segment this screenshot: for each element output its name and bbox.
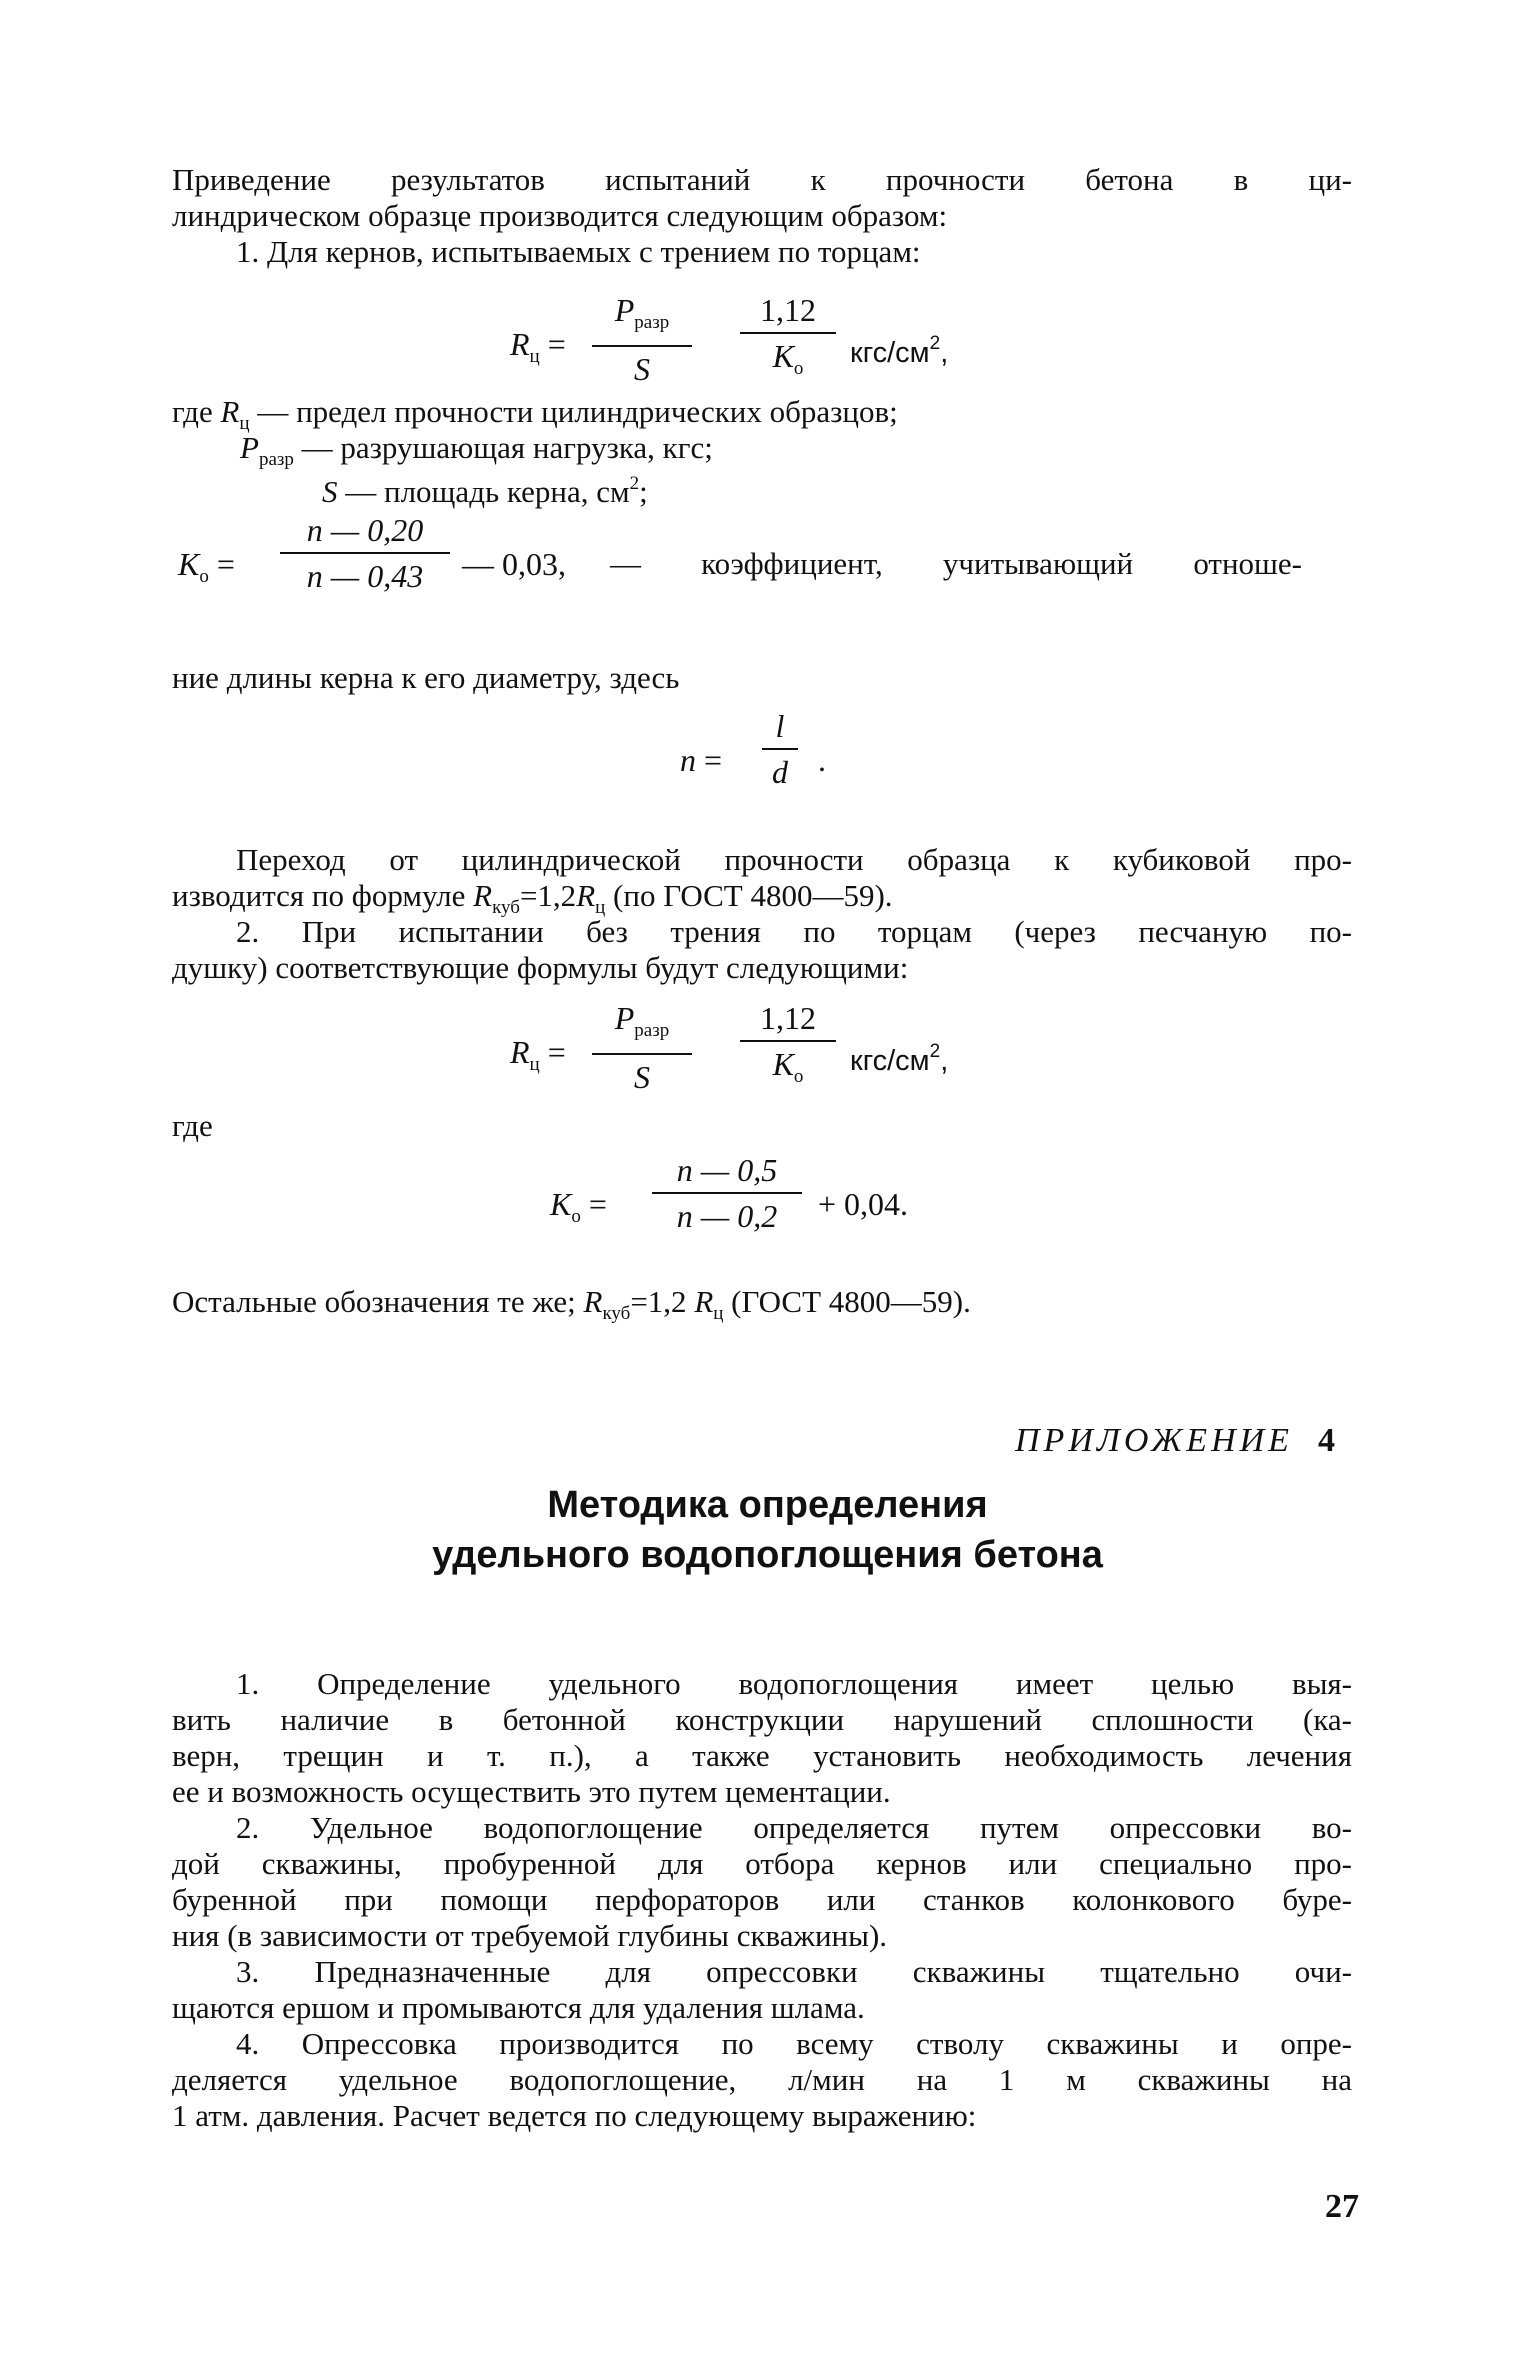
formula-1-fraction-a: $P_{разр}$ S	[592, 292, 692, 387]
item2-line-2: душку) соответствующие формулы будут следующими:	[172, 950, 909, 985]
formula-1-fraction-b: 1,12 $K_о$	[740, 292, 836, 387]
formula-2-unit: кгс/$см^2$,	[850, 1041, 949, 1077]
paragraph-2-line-1: 2. Удельное водопоглощение определяется путем опрессовки во-	[236, 1810, 1352, 1845]
appendix-label: ПРИЛОЖЕНИЕ 4	[1015, 1422, 1339, 1459]
paragraph-4-line-2: деляется удельное водопоглощение, л/мин на 1 м скважины на	[172, 2062, 1352, 2097]
paragraph-2-line-4: ния (в зависимости от требуемой глубины скважины).	[172, 1918, 888, 1953]
continuation-text: ние длины керна к его диаметру, здесь	[172, 660, 680, 695]
paragraph-2-line-3: буренной при помощи перфораторов или станков колонкового буре-	[172, 1882, 1352, 1917]
remaining-notation: Остальные обозначения те же; $R_{куб}=1,2$ $R_ц$ (ГОСТ 4800—59).	[172, 1284, 971, 1324]
appendix-title-line-2: удельного водопоглощения бетона	[432, 1534, 1103, 1576]
definition-p: $P_{разр}$ — разрушающая нагрузка, кгс;	[240, 430, 713, 470]
paragraph-2-line-2: дой скважины, пробуренной для отбора кернов или специально про-	[172, 1846, 1352, 1881]
formula-k1-fraction: n — 0,20 n — 0,43	[280, 512, 450, 594]
formula-n-fraction: l d	[762, 708, 798, 790]
formula-1-lhs: $R_ц$ =	[510, 326, 566, 367]
appendix-title-line-1: Методика определения	[547, 1484, 988, 1526]
definition-r: где $R_ц$ — предел прочности цилиндрических образцов;	[172, 394, 898, 434]
paragraph-3-line-1: 3. Предназначенные для опрессовки скважины тщательно очи-	[236, 1954, 1352, 1989]
formula-2-fraction-a: $P_{разр}$ S	[592, 1000, 692, 1095]
formula-1-unit: кгс/$см^2$,	[850, 333, 949, 369]
formula-2-fraction-b: 1,12 $K_о$	[740, 1000, 836, 1095]
paragraph-4-line-1: 4. Опрессовка производится по всему стволу скважины и опре-	[236, 2026, 1352, 2061]
formula-2-lhs: $R_ц$ =	[510, 1034, 566, 1075]
formula-n-lhs: n =	[680, 742, 723, 778]
paragraph-1-line-2: вить наличие в бетонной конструкции нарушений сплошности (ка-	[172, 1702, 1352, 1737]
paragraph-1-line-1: 1. Определение удельного водопоглощения имеет целью выя-	[236, 1666, 1352, 1701]
definition-s: S — площадь керна, $см^2$;	[322, 473, 648, 509]
paragraph-1-line-3: верн, трещин и т. п.), а также установить необходимость лечения	[172, 1738, 1352, 1773]
where-label: где	[172, 1108, 213, 1143]
formula-k2-lhs: $K_о$ =	[550, 1186, 607, 1227]
formula-k2-fraction: n — 0,5 n — 0,2	[652, 1152, 802, 1234]
formula-k1-tail: — 0,03,	[462, 546, 566, 582]
formula-k1-lhs: $K_о$ =	[178, 546, 235, 587]
item2-line-1: 2. При испытании без трения по торцам (через песчаную по-	[236, 914, 1352, 949]
formula-n-tail: .	[818, 742, 826, 778]
formula-k2-tail: + 0,04.	[818, 1186, 909, 1222]
paragraph-4-line-3: 1 атм. давления. Расчет ведется по следующему выражению:	[172, 2098, 977, 2133]
paragraph-3-line-2: щаются ершом и промываются для удаления шлама.	[172, 1990, 865, 2025]
paragraph-1-line-4: ее и возможность осуществить это путем цементации.	[172, 1774, 891, 1809]
transition-line-1: Переход от цилиндрической прочности образца к кубиковой про-	[236, 842, 1352, 877]
intro-line-2: линдрическом образце производится следующим образом:	[172, 198, 948, 233]
formula-k1-description: — коэффициент, учитывающий отноше-	[610, 546, 1302, 581]
item1-text: 1. Для кернов, испытываемых с трением по торцам:	[236, 234, 921, 269]
page-number: 27	[1325, 2188, 1359, 2225]
intro-line-1: Приведение результатов испытаний к прочности бетона в ци-	[172, 162, 1352, 197]
transition-line-2: изводится по формуле $R_{куб}=1,2R_ц$ (по ГОСТ 4800—59).	[172, 878, 893, 918]
